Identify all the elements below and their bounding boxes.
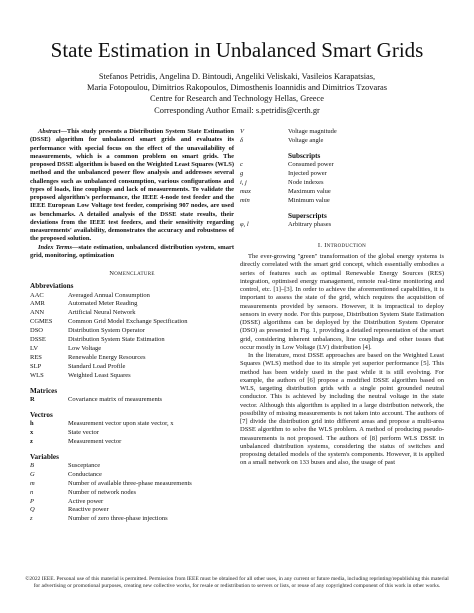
nomenclature-description: Averaged Annual Consumption: [68, 291, 150, 299]
nomenclature-description: Measurement vector upon state vector, x: [68, 419, 174, 427]
superscript-row: [240, 221, 444, 230]
abbreviation-row: [30, 292, 234, 301]
nomenclature-description: Distribution System State Estimation: [68, 336, 165, 344]
nomenclature-description: Automated Meter Reading: [68, 300, 138, 308]
vectors-heading: Vectros: [30, 410, 53, 419]
introduction-heading: I. Introduction: [317, 241, 367, 249]
left-column: [30, 128, 234, 524]
nomenclature-description: Standard Load Profile: [68, 362, 126, 370]
nomenclature-symbol: m: [30, 479, 35, 487]
matrices-list: [30, 396, 234, 405]
nomenclature-symbol: AAC: [30, 291, 44, 299]
abstract: [30, 128, 234, 244]
nomenclature-description: Covariance matrix of measurements: [68, 395, 163, 403]
abbreviation-row: [30, 363, 234, 372]
introduction-paragraph-1: The ever-growing "green" transformation of the global energy systems is directly correlated with the smart grid concept, which essentially embodies a series of features such as optimal Renewable Energy Sources (RES) integration, optimised energy management, remote real-time monitoring and control, etc. [1]–[3]. In order to achieve the aforementioned capabilities, it is important to assess the state of the grid, which requires the acquisition of measurements provided by sensors. However, it is impractical to deploy sensors in every node. For this purpose, Distribution System State Estimation (DSSE) algorithms can be deployed by the Distribution System Operator (DSO) as presented in Fig. 1, providing a detailed representation of the smart grid, considering inherent unbalances, line couplings and other issues that occur mostly in Low Voltage (LV) distribution [4].: [240, 253, 444, 351]
nomenclature-description: Active power: [68, 497, 104, 505]
vectors-list: [30, 420, 234, 447]
subscript-row: [240, 170, 444, 179]
paper-title: State Estimation in Unbalanced Smart Grids: [50, 38, 424, 62]
nomenclature-symbol: RES: [30, 353, 42, 361]
nomenclature-symbol: z: [30, 437, 33, 445]
nomenclature-description: Renewable Energy Resources: [68, 353, 146, 361]
variable-row: [30, 462, 234, 471]
nomenclature-symbol: R: [30, 395, 35, 403]
nomenclature-symbol: i, j: [240, 178, 247, 186]
nomenclature-description: Minimum value: [288, 196, 330, 204]
nomenclature-description: State vector: [68, 428, 99, 436]
abbreviation-row: [30, 309, 234, 318]
abbreviation-row: [30, 345, 234, 354]
subscripts-list: [240, 161, 444, 206]
vector-row: [30, 429, 234, 438]
nomenclature-symbol: g: [240, 169, 244, 177]
matrix-row: [30, 396, 234, 405]
authors-line-2: Maria Fotopoulou, Dimitrios Rakopoulos, Dimosthenis Ioannidis and Dimitrios Tzovaras: [87, 83, 387, 93]
abbreviation-row: [30, 354, 234, 363]
index-terms: [30, 244, 234, 261]
abstract-label: Abstract: [38, 128, 61, 135]
variable-row: [30, 506, 234, 515]
abbreviation-row: [30, 327, 234, 336]
variables-cont-list: [240, 128, 444, 146]
abbreviation-row: [30, 372, 234, 381]
nomenclature-symbol: WLS: [30, 371, 44, 379]
variable-row: [30, 515, 234, 524]
nomenclature-description: Susceptance: [68, 461, 101, 469]
author-block: [40, 71, 434, 116]
nomenclature-description: Consumed power: [288, 161, 334, 169]
subscript-row: [240, 197, 444, 206]
variable-row: [30, 471, 234, 480]
matrices-heading: Matrices: [30, 386, 58, 395]
nomenclature-symbol: max: [240, 187, 251, 195]
nomenclature-symbol: ANN: [30, 309, 45, 317]
nomenclature-symbol: V: [240, 128, 244, 135]
nomenclature-symbol: z: [30, 515, 33, 523]
copyright-footer: ©2022 IEEE. Personal use of this material is permitted. Permission from IEEE must be obtained for all other uses, in any current or future media, including reprinting/republishing this material for advertising or promotional purposes, creating new collective works, for resale or redistribution to servers or lists, or reuse of any copyrighted component of this work in other works.: [25, 576, 449, 589]
nomenclature-symbol: P: [30, 497, 34, 505]
nomenclature-description: Measurement vector: [68, 437, 122, 445]
subscript-row: [240, 161, 444, 170]
nomenclature-symbol: SLP: [30, 362, 42, 370]
variable-row: [30, 480, 234, 489]
subscript-row: [240, 179, 444, 188]
variable-row: [30, 498, 234, 507]
nomenclature-symbol: n: [30, 488, 34, 496]
subscript-row: [240, 188, 444, 197]
vector-row: [30, 420, 234, 429]
abbreviations-heading: Abbreviations: [30, 282, 74, 291]
corresponding-email: Corresponding Author Email: s.petridis@certh.gr: [154, 105, 320, 115]
nomenclature-symbol: AMR: [30, 300, 45, 308]
variables-list: [30, 462, 234, 524]
nomenclature-heading: Nomenclature: [109, 270, 155, 277]
introduction-paragraph-2: In the literature, most DSSE approaches are based on the Weighted Least Squares (WLS) method due to its simple yet superior performance [5]. This method has been widely used in the past while it is still evolving. For example, the authors of [6] propose a modified DSSE algorithm based on WLS, targeting distribution grids with a single point grounded neutral conductor. This is achieved by including the neutral voltage in the state vector. Although this algorithm is applied in a large distribution network, the possibility of missing measurements is not taken into account. The authors of [7] divide the distribution grid into different areas and propose a multi-area DSSE algorithm to solve the WLS problem. A method of producing pseudo-measurements is not proposed. The authors of [8] perform WLS DSSE in unbalanced distribution systems, considering the status of switches and proposing detailed models of the system's components. However, it is applied on a small network on 133 buses and also, the usage of past: [240, 352, 444, 467]
nomenclature-description: Number of zero three-phase injections: [68, 515, 168, 523]
nomenclature-description: Low Voltage: [68, 344, 102, 352]
nomenclature-symbol: x: [30, 428, 34, 436]
nomenclature-description: Arbitrary phases: [288, 220, 332, 228]
authors-line-1: Stefanos Petridis, Angelina D. Bintoudi, Angeliki Veliskaki, Vasileios Karapatsias,: [98, 72, 376, 81]
nomenclature-symbol: φ, l: [240, 220, 249, 228]
nomenclature-symbol: min: [240, 196, 250, 204]
variable-row: [240, 137, 444, 146]
nomenclature-description: Node indexes: [288, 178, 324, 186]
vector-row: [30, 438, 234, 447]
nomenclature-symbol: DSSE: [30, 336, 46, 344]
subscripts-heading: Subscripts: [288, 151, 321, 160]
nomenclature-description: Conductance: [68, 470, 102, 478]
right-column: [240, 128, 444, 468]
nomenclature-description: Voltage magnitude: [288, 128, 337, 135]
nomenclature-description: Maximum value: [288, 187, 331, 195]
affiliation: Centre for Research and Technology Hellas, Greece: [150, 94, 324, 104]
nomenclature-description: Voltage angle: [288, 136, 324, 144]
abbreviation-row: [30, 300, 234, 309]
abbreviations-list: [30, 292, 234, 381]
nomenclature-symbol: DSO: [30, 327, 44, 335]
nomenclature-description: Weighted Least Squares: [68, 371, 131, 379]
nomenclature-symbol: h: [30, 419, 34, 427]
nomenclature-description: Artificial Neural Network: [68, 309, 136, 317]
abbreviation-row: [30, 336, 234, 345]
nomenclature-description: Number of network nodes: [68, 488, 137, 496]
nomenclature-description: Number of available three-phase measurements: [68, 479, 192, 487]
nomenclature-description: Common Grid Model Exchange Specification: [68, 318, 188, 326]
nomenclature-symbol: LV: [30, 344, 39, 352]
index-terms-text: —state estimation, unbalanced distribution system, smart grid, monitoring, optimization: [30, 243, 235, 259]
variable-row: [240, 128, 444, 137]
nomenclature-symbol: CGMES: [30, 318, 53, 326]
nomenclature-symbol: δ: [240, 136, 244, 144]
variable-row: [30, 489, 234, 498]
nomenclature-symbol: Q: [30, 506, 35, 514]
variables-heading: Variables: [30, 452, 59, 461]
nomenclature-symbol: B: [30, 461, 34, 469]
abbreviation-row: [30, 318, 234, 327]
abstract-text: —This study presents a Distribution System State Estimation (DSSE) algorithm for unbalanced smart grids and evaluates its performance with special focus on the effect of the unavailability of measurements, which is a common problem on smart grids. The proposed DSSE algorithm is based on the Weighted Least Squares (WLS) method and the unbalanced power flow analysis and addresses several challenges such as unbalanced consumption, various configurations and types of loads, line couplings and lack of measurements. To validate the proposed algorithm's performance, the IEEE 4-node test feeder and the IEEE European Low Voltage test feeder, comprising 907 nodes, are used as benchmarks. A detailed analysis of the DSSE state results, their deviations from the IEEE test feeders, and their sensitivity regarding measurements' availability, demonstrates the accuracy and robustness of the proposed solution.: [30, 128, 234, 243]
superscripts-heading: Superscripts: [288, 211, 327, 220]
index-terms-label: Index Terms: [38, 243, 72, 251]
nomenclature-description: Reactive power: [68, 506, 109, 514]
nomenclature-description: Injected power: [288, 169, 327, 177]
nomenclature-symbol: c: [240, 161, 243, 169]
nomenclature-description: Distribution System Operator: [68, 327, 145, 335]
nomenclature-symbol: G: [30, 470, 35, 478]
superscripts-list: [240, 221, 444, 230]
